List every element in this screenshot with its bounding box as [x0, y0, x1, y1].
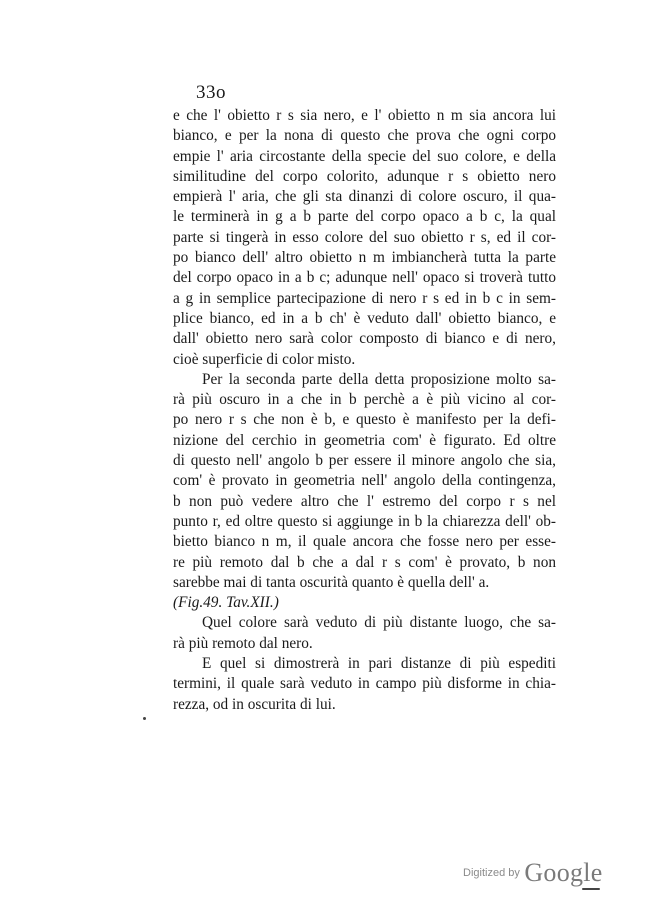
text-line: dall' obietto nero sarà color composto di bianco e di nero, — [173, 330, 556, 348]
text-line: Per la seconda parte della detta proposizione molto sa- — [202, 370, 556, 388]
text-line: e che l' obietto r s sia nero, e l' obietto n m sia ancora lui — [173, 107, 556, 124]
text-line: parte si tingerà in esso colore del suo obietto r s, ed il cor- — [173, 228, 556, 246]
text-line: rà più remoto dal nero. — [173, 634, 313, 652]
text-line: cioè superficie di color misto. — [173, 350, 356, 368]
page-speck — [582, 888, 600, 890]
digitized-by-label: Digitized by — [463, 867, 520, 879]
page-speck — [143, 717, 146, 720]
text-line: empie l' aria circostante della specie del suo colore, e della — [173, 147, 556, 165]
text-line: Quel colore sarà veduto di più distante luogo, che sa- — [202, 614, 556, 632]
page-number: 33o — [196, 82, 226, 103]
text-line: b non può vedere altro che l' estremo del corpo r s nel — [173, 492, 556, 510]
text-line: rà più oscuro in a che in b perchè a è più vicino al cor- — [173, 391, 556, 409]
google-logo: Google — [524, 858, 603, 887]
text-line: sarebbe mai di tanta oscurità quanto è quella dell' a. — [173, 573, 490, 591]
text-line: termini, il quale sarà veduto in campo più disforme in chia- — [173, 675, 556, 693]
body-text — [173, 106, 556, 715]
text-line: di questo nell' angolo b per essere il minore angolo che sia, — [173, 452, 556, 470]
text-line: nizione del cerchio in geometria com' è figurato. Ed oltre — [173, 431, 556, 449]
text-line: com' è provato in geometria nell' angolo della contingenza, — [173, 472, 556, 490]
text-line: a g in semplice partecipazione di nero r s ed in b c in sem- — [173, 289, 556, 307]
text-line: po nero r s che non è b, e questo è manifesto per la defi- — [173, 411, 556, 429]
text-line: (Fig.49. Tav.XII.) — [173, 594, 279, 612]
text-line: E quel si dimostrerà in pari distanze di più espediti — [202, 655, 556, 673]
text-line: rezza, od in oscurita di lui. — [173, 695, 336, 713]
text-line: bianco, e per la nona di questo che prova che ogni corpo — [173, 127, 556, 145]
text-line: le terminerà in g a b parte del corpo opaco a b c, la qual — [173, 208, 556, 226]
text-line: plice bianco, ed in a b ch' è veduto dall' obietto bianco, e — [173, 309, 556, 327]
text-line: po bianco dell' altro obietto n m imbiancherà tutta la parte — [173, 249, 556, 267]
text-line: empierà l' aria, che gli sta dinanzi di colore oscuro, il qua- — [173, 188, 556, 206]
text-line: bietto bianco n m, il quale ancora che fosse nero per esse- — [173, 533, 556, 551]
google-watermark — [463, 858, 603, 888]
text-line: re più remoto dal b che a dal r s com' è provato, b non — [173, 553, 556, 571]
text-line: similitudine del corpo colorito, adunque r s obietto nero — [173, 167, 556, 185]
text-line: del corpo opaco in a b c; adunque nell' opaco si troverà tutto — [173, 269, 556, 287]
text-line: punto r, ed oltre questo si aggiunge in b la chiarezza dell' ob- — [173, 512, 556, 530]
